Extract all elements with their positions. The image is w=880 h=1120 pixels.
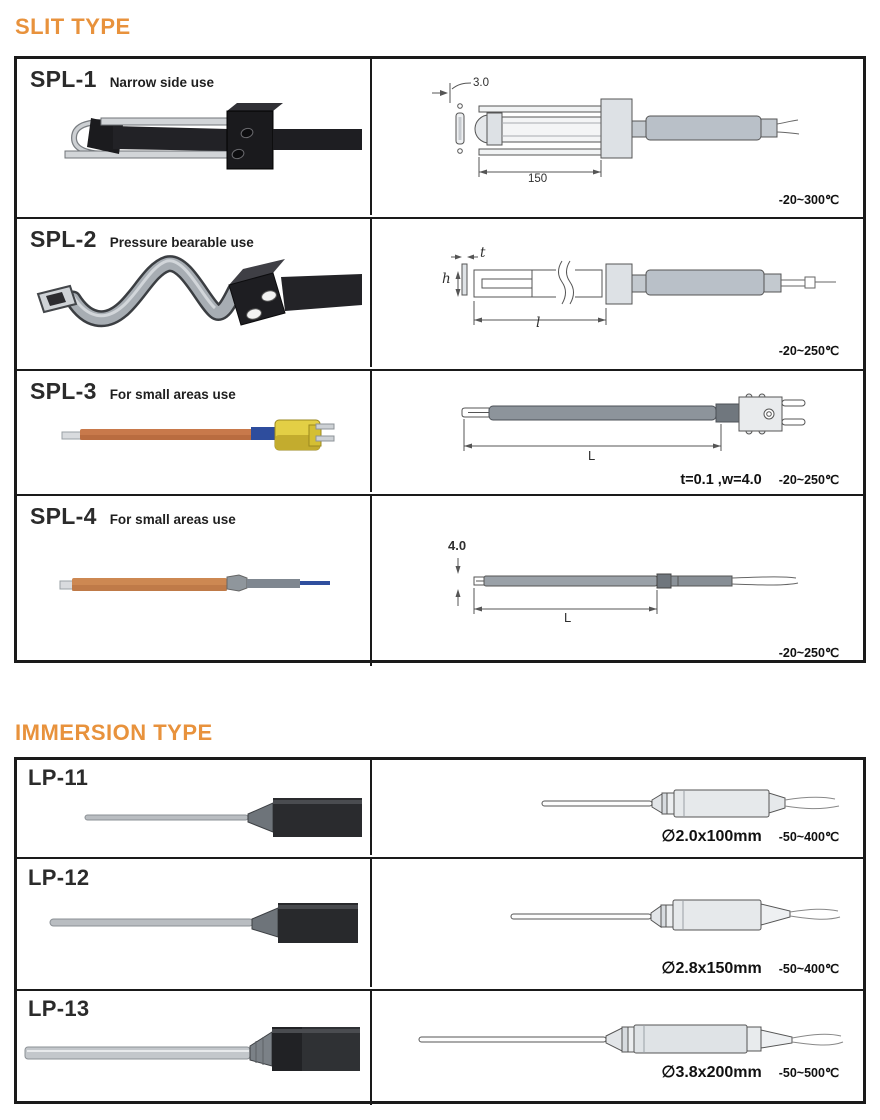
product-row-spl4: [17, 496, 863, 666]
spl3-photo-cell: [17, 371, 372, 492]
spl4-temp-range: -20~250℃: [778, 646, 839, 660]
spl2-temp-range: -20~250℃: [778, 344, 839, 358]
spl4-use-label: For small areas use: [109, 512, 236, 527]
spl4-dim-width-label: 4.0: [448, 538, 467, 553]
spl4-diagram-cell: [372, 496, 863, 666]
product-row-spl1: [17, 59, 863, 219]
spl2-dim-height-label: h: [442, 271, 451, 287]
lp12-spec: ∅2.8x150mm: [661, 960, 762, 977]
lp11-spec: ∅2.0x100mm: [661, 828, 762, 845]
spl1-dim-length-label: 150: [528, 173, 548, 185]
spl1-temp-range: -20~300℃: [778, 193, 839, 207]
lp11-model-name: LP-11: [28, 765, 89, 790]
lp13-photo-cell: [17, 991, 372, 1105]
lp13-spec: ∅3.8x200mm: [661, 1064, 762, 1081]
spl3-temp-range: -20~250℃: [778, 473, 839, 487]
lp12-temp-range: -50~400℃: [778, 962, 839, 976]
product-row-spl3: [17, 371, 863, 496]
slit-section-title: SLIT TYPE: [15, 14, 131, 39]
spl2-dim-length-label: l: [536, 315, 541, 331]
lp11-temp-range: -50~400℃: [778, 830, 839, 844]
lp13-diagram-cell: [372, 991, 863, 1105]
spl4-photo-cell: [17, 496, 372, 666]
spl2-dim-thickness-label: t: [480, 245, 486, 261]
spl2-diagram-cell: [372, 219, 863, 367]
spl4-dim-length-label: L: [564, 610, 572, 625]
immersion-table: [14, 757, 866, 1104]
spl1-dim-width-label: 3.0: [473, 77, 489, 89]
spl1-use-label: Narrow side use: [109, 75, 214, 90]
spl3-spec: t=0.1 ,w=4.0: [680, 472, 762, 488]
spl4-model-name: SPL-4: [30, 503, 97, 529]
spl2-model-name: SPL-2: [30, 226, 97, 252]
immersion-section-title: IMMERSION TYPE: [15, 720, 213, 745]
product-row-spl2: [17, 219, 863, 371]
spl1-photo-cell: [17, 59, 372, 215]
spl1-diagram-cell: [372, 59, 863, 215]
spl3-model-name: SPL-3: [30, 378, 97, 404]
lp11-diagram-cell: [372, 760, 863, 855]
spl2-photo-cell: [17, 219, 372, 367]
lp13-model-name: LP-13: [28, 996, 90, 1021]
product-row-lp11: [17, 760, 863, 859]
lp13-temp-range: -50~500℃: [778, 1066, 839, 1080]
spl4-technical-diagram: [372, 496, 863, 666]
spl3-diagram-cell: [372, 371, 863, 492]
lp12-model-name: LP-12: [28, 865, 90, 890]
lp12-diagram-cell: [372, 859, 863, 987]
spl2-use-label: Pressure bearable use: [109, 235, 254, 250]
lp13-technical-diagram: [372, 991, 863, 1105]
slit-table: [14, 56, 866, 663]
lp11-photo-cell: [17, 760, 372, 855]
spl3-use-label: For small areas use: [109, 387, 236, 402]
product-row-lp12: [17, 859, 863, 991]
product-row-lp13: [17, 991, 863, 1105]
spl3-dim-length-label: L: [588, 448, 596, 463]
lp12-photo-cell: [17, 859, 372, 987]
spl1-model-name: SPL-1: [30, 66, 97, 92]
